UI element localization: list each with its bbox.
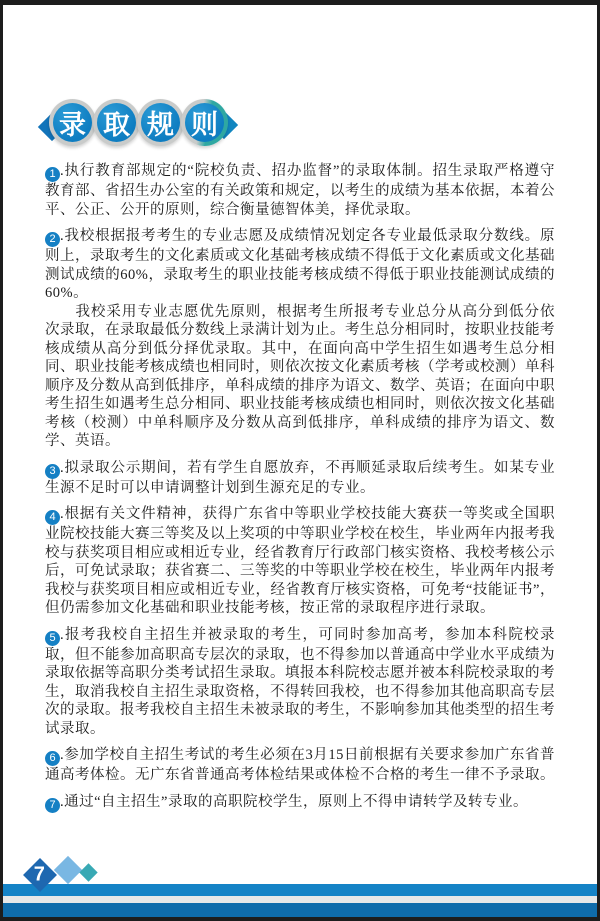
badge-circle [49, 99, 96, 146]
badge-char: 规 [141, 103, 180, 142]
item-number-badge: 2 [45, 232, 60, 247]
rule-item-continuation: 我校采用专业志愿优先原则，根据考生所报考专业总分从高分到低分依次录取，在录取最低分数线上录满计划为止。考生总分相同时，按职业技能考核成绩从高分到低分择优录取。其中，在面向高中学生招生如遇考生总分相同、职业技能考核成绩也相同时，则依次按文化素质考核（学考或校测）单科顺序及分数从高到低排序，单科成绩的排序为语文、数学、英语；在面向中职考生招生如遇考生总分相同、职业技能考核成绩也相同时，则依次按文化基础考核（校测）中单科顺序及分数从高到低排序，单科成绩的排序为语文、数学、英语。 [45, 303, 555, 449]
item-number-badge: 4 [45, 510, 60, 525]
item-number-badge: 3 [45, 464, 60, 479]
footer-stripe [3, 896, 597, 903]
footer-band-bottom [3, 903, 597, 917]
badge-char: 取 [97, 103, 136, 142]
rule-item-1: 1 .执行教育部规定的“院校负责、招办监督”的录取体制。招生录取严格遵守教育部、省招生办公室的有关政策和规定，以考生的成绩为基本依据，本着公平、公正、公开的原则，综合衡量德智体美，择优录取。 [45, 163, 555, 218]
rule-item-6: 6 .参加学校自主招生考试的考生必须在3月15日前根据有关要求参加广东省普通高考体检。无广东省普通高考体检结果或体检不合格的考生一律不予录取。 [45, 747, 555, 783]
badge-circle [137, 99, 184, 146]
item-number-badge: 7 [45, 798, 60, 813]
item-number-badge: 6 [45, 751, 60, 766]
content-area [45, 162, 555, 821]
rule-item-2: 2 .我校根据报考考生的专业志愿及成绩情况划定各专业最低录取分数线。原则上，录取考生的文化素质或文化基础考核成绩不得低于文化素质或文化基础测试成绩的60%，录取考生的职业技能考核成绩不得低于职业技能测试成绩的60%。 [45, 228, 555, 301]
item-number-badge: 5 [45, 631, 60, 646]
badge-char: 则 [185, 103, 224, 142]
footer-band-top [3, 884, 597, 896]
rule-item-5: 5 .报考我校自主招生并被录取的考生，可同时参加高考，参加本科院校录取，但不能参加高职高专层次的录取，也不得参加以普通高中学业水平成绩为录取依据等高职分类考试招生录取。填报本科院校志愿并被本科院校录取的考生，取消我校自主招生录取资格，不得转回我校，也不得参加其他高职高专层次的录取。报考我校自主招生未被录取的考生，不影响参加其他类型的招生考试录取。 [45, 626, 555, 737]
decor-diamond-teal [79, 863, 97, 881]
badge-circle [93, 99, 140, 146]
badge-circle [181, 99, 228, 146]
decor-diamond-light-blue [54, 856, 82, 884]
rule-item-3: 3 .拟录取公示期间，若有学生自愿放弃，不再顺延录取后续考生。如某专业生源不足时可以申请调整计划到生源充足的专业。 [45, 459, 555, 496]
badge-char: 录 [53, 103, 92, 142]
page-title [49, 99, 225, 146]
item-number-badge: 1 [45, 167, 60, 182]
rule-item-4: 4 .根据有关文件精神，获得广东省中等职业学校技能大赛获一等奖或全国职业院校技能大赛三等奖及以上奖项的中等职业学校在校生，毕业两年内报考我校与获奖项目相应或相近专业，经省教育厅行政部门核实资格、我校考核公示后，可免试录取；获省赛二、三等奖的中等职业学校在校生，毕业两年内报考我校与获奖项目相应或相近专业，经省教育厅核实资格，可免考“技能证书”，但仍需参加文化基础和职业技能考核，按正常的录取程序进行录取。 [45, 506, 555, 616]
page-number: 7 [34, 863, 46, 886]
rule-item-7: 7 .通过“自主招生”录取的高职院校学生，原则上不得申请转学及转专业。 [45, 793, 555, 813]
